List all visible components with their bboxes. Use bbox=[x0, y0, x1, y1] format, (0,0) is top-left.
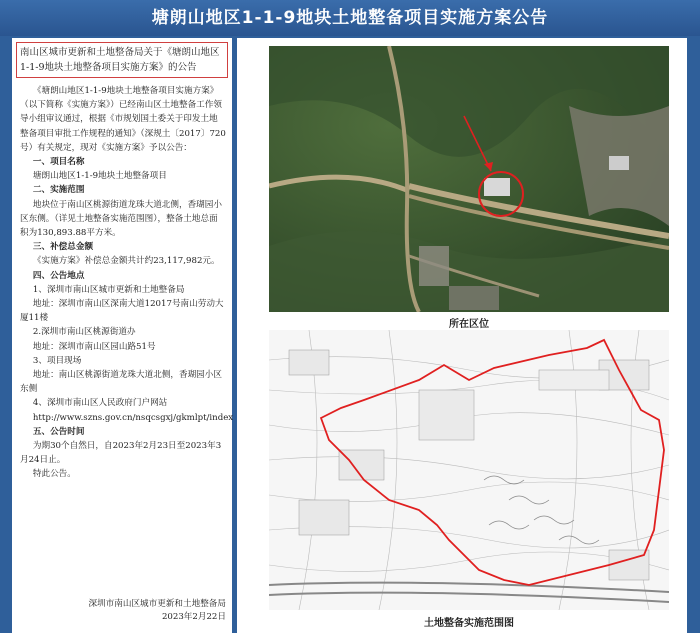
signature-block bbox=[20, 598, 226, 624]
signature-date: 2023年2月22日 bbox=[161, 612, 226, 622]
page-title: 塘朗山地区1-1-9地块土地整备项目实施方案公告 bbox=[0, 0, 700, 36]
location-1-name: 1、深圳市南山区城市更新和土地整备局 bbox=[32, 284, 185, 295]
notice-panel bbox=[12, 38, 232, 633]
section-1-text: 塘朗山地区1-1-9地块土地整备项目 bbox=[32, 171, 167, 182]
location-satellite-map bbox=[269, 46, 669, 312]
location-3-name: 3、项目现场 bbox=[32, 355, 82, 366]
closing-text: 特此公告。 bbox=[32, 469, 76, 480]
notice-intro: 《塘朗山地区1-1-9地块土地整备项目实施方案》（以下简称《实施方案》）已经南山区土地整备工作领导小组审议通过，根据《市规划国土委关于印发土地整备项目审批工作规程的通知》（深规土〔2017〕720号）有关规定，现对《实施方案》予以公告： bbox=[20, 86, 226, 153]
section-2-title: 二、实施范围 bbox=[32, 185, 85, 196]
maps-panel bbox=[237, 38, 687, 633]
section-1-title: 一、项目名称 bbox=[32, 157, 85, 168]
website-link[interactable]: http://www.szns.gov.cn/nsqcsgxj/gkmlpt/index bbox=[32, 412, 234, 423]
notice-body bbox=[20, 84, 234, 482]
land-scope-map bbox=[269, 330, 669, 610]
location-2-name: 2.深圳市南山区桃源街道办 bbox=[32, 327, 136, 338]
location-2-address: 地址：深圳市南山区园山路51号 bbox=[32, 341, 156, 352]
signature-org: 深圳市南山区城市更新和土地整备局 bbox=[88, 599, 226, 609]
scope-map-caption: 土地整备实施范围图 bbox=[424, 618, 514, 629]
section-3-text: 《实施方案》补偿总金额共计约23,117,982元。 bbox=[32, 256, 220, 267]
section-2-text: 地块位于南山区桃源街道龙珠大道北侧，香瑚园小区东侧。（详见土地整备实施范围图），整备土地总面积为130,893.88平方米。 bbox=[20, 199, 222, 239]
location-3-address: 地址：南山区桃源街道龙珠大道北侧，香瑚园小区东侧 bbox=[20, 370, 222, 395]
section-5-title: 五、公告时间 bbox=[32, 426, 85, 437]
location-4-name: 4、深圳市南山区人民政府门户网站 bbox=[32, 398, 168, 409]
section-5-text: 为期30个自然日，自2023年2月23日至2023年3月24日止。 bbox=[20, 441, 222, 466]
notice-header: 南山区城市更新和土地整备局关于《塘朗山地区1-1-9地块土地整备项目实施方案》的公告 bbox=[16, 42, 228, 78]
section-3-title: 三、补偿总金额 bbox=[32, 242, 94, 253]
section-4-title: 四、公告地点 bbox=[32, 270, 85, 281]
location-1-address: 地址：深圳市南山区深南大道12017号南山劳动大厦11楼 bbox=[20, 299, 224, 324]
location-map-caption: 所在区位 bbox=[449, 319, 489, 330]
